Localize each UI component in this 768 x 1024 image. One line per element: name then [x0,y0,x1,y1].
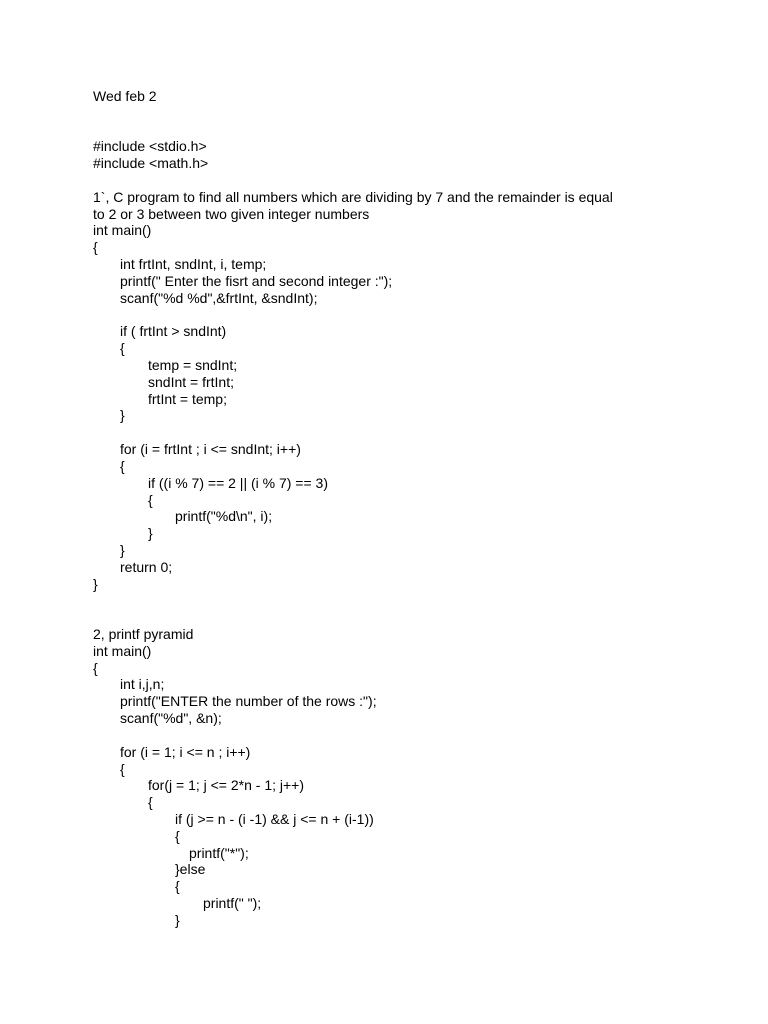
code-line: } [120,407,125,423]
code-line: for(j = 1; j <= 2*n - 1; j++) [148,777,305,793]
code-line: sndInt = frtInt; [148,374,234,390]
code-line: scanf("%d", &n); [120,710,222,726]
code-line: } [148,525,153,541]
code-line: { [175,828,180,844]
code-line: { [175,878,180,894]
problem1-description: to 2 or 3 between two given integer numbers [93,206,370,222]
code-line: printf(" Enter the fisrt and second integer :"); [120,273,393,289]
code-line: if ((i % 7) == 2 || (i % 7) == 3) [148,475,328,491]
code-line: { [120,458,125,474]
code-line: for (i = frtInt ; i <= sndInt; i++) [120,441,301,457]
code-line: { [120,761,125,777]
code-line: int frtInt, sndInt, i, temp; [120,256,267,272]
code-line: if ( frtInt > sndInt) [120,323,227,339]
code-line: } [93,576,98,592]
problem2-description: 2, printf pyramid [93,626,194,642]
code-line: { [148,794,153,810]
code-line: }else [175,861,206,877]
code-line: printf("ENTER the number of the rows :"); [120,693,377,709]
code-line: temp = sndInt; [148,357,238,373]
date-heading: Wed feb 2 [93,88,157,104]
code-line: int main() [93,222,152,238]
code-line: { [93,239,98,255]
code-line: return 0; [120,559,173,575]
code-line: printf("*"); [189,845,249,861]
code-line: for (i = 1; i <= n ; i++) [120,744,251,760]
code-line: { [148,492,153,508]
code-line: scanf("%d %d",&frtInt, &sndInt); [120,290,318,306]
code-line: frtInt = temp; [148,391,227,407]
problem1-description: 1`, C program to find all numbers which are dividing by 7 and the remainder is equal [93,189,613,205]
code-line: } [175,912,180,928]
code-line: { [93,660,98,676]
code-line: printf("%d\n", i); [175,508,273,524]
code-line: } [120,542,125,558]
include-line: #include <math.h> [93,155,209,171]
code-line: if (j >= n - (i -1) && j <= n + (i-1)) [175,811,374,827]
code-line: int main() [93,643,152,659]
include-line: #include <stdio.h> [93,138,207,154]
code-line: int i,j,n; [120,676,165,692]
code-line: printf(" "); [203,895,262,911]
code-line: { [120,340,125,356]
